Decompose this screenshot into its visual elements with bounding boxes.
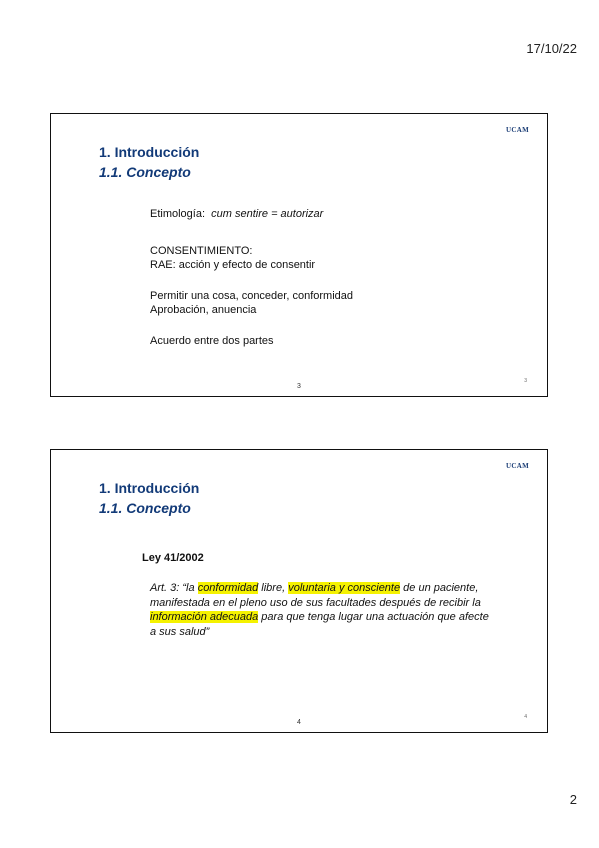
synonyms-line-2: Aprobación, anuencia [150, 304, 257, 316]
etymology-value: cum sentire = autorizar [211, 208, 324, 220]
quote-text: libre, [258, 582, 289, 594]
slide-number: 3 [297, 383, 301, 390]
slide-number: 4 [297, 719, 301, 726]
agreement-text: Acuerdo entre dos partes [150, 335, 274, 347]
term-heading: CONSENTIMIENTO: [150, 245, 253, 257]
slide-1 [50, 113, 548, 397]
quote-text: Art. 3: “la [150, 582, 198, 594]
synonyms-line-1: Permitir una cosa, conceder, conformidad [150, 290, 353, 302]
highlight-conformidad: conformidad [197, 582, 259, 594]
slide-subtitle: 1.1. Concepto [99, 164, 191, 180]
slide-subtitle: 1.1. Concepto [99, 500, 191, 516]
ucam-logo: UCAM [506, 462, 529, 470]
quote-text: para que tenga lugar una actuación que afecte a sus salud” [150, 611, 489, 638]
law-quote [150, 581, 495, 639]
page-date: 17/10/22 [526, 41, 577, 56]
slide-2 [50, 449, 548, 733]
synonyms-block [150, 289, 353, 317]
slide-corner-number: 3 [524, 378, 527, 384]
slide-title: 1. Introducción [99, 144, 200, 160]
slide-title: 1. Introducción [99, 480, 200, 496]
slide-corner-number: 4 [524, 714, 527, 720]
page-number: 2 [569, 792, 577, 807]
ucam-logo: UCAM [506, 126, 529, 134]
definition-block [150, 244, 315, 272]
agreement-line [150, 334, 274, 348]
etymology-line [150, 207, 323, 221]
etymology-label: Etimología: [150, 208, 206, 220]
law-title: Ley 41/2002 [142, 552, 204, 564]
quote-text: de un paciente, manifestada en el pleno uso de sus facultades después de recibir la [150, 582, 481, 609]
rae-definition: RAE: acción y efecto de consentir [150, 259, 316, 271]
highlight-informacion: información adecuada [150, 611, 259, 623]
highlight-voluntaria: voluntaria y consciente [288, 582, 401, 594]
